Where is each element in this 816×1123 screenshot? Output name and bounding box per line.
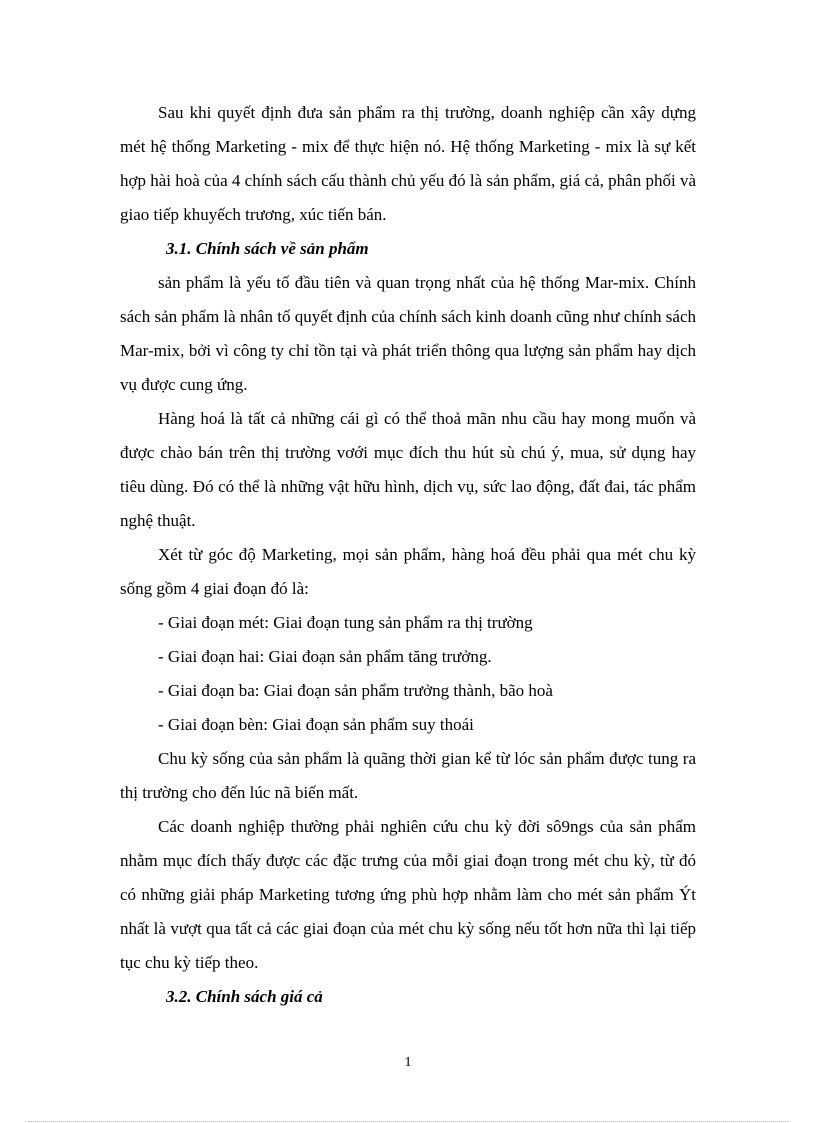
life-cycle-research-paragraph: Các doanh nghiệp thường phải nghiên cứu chu kỳ đời sô9ngs của sản phẩm nhằm mục đích thấy được các đặc trưng của mỗi giai đoạn trong mét chu kỳ, từ đó có những giải pháp Marketing tương ứng phù hợp nhằm làm cho mét sản phẩm Ýt nhất là vượt qua tất cả các giai đoạn của mét chu kỳ sống nếu tốt hơn nữa thì lại tiếp tục chu kỳ tiếp theo. xyxy=(120,817,696,972)
page-number: 1 xyxy=(404,1055,412,1070)
product-intro-paragraph: sản phẩm là yếu tố đầu tiên và quan trọng nhất của hệ thống Mar-mix. Chính sách sản phẩm là nhân tố quyết định của chính sách kinh doanh cũng như chính sách Mar-mix, bởi vì công ty chỉ tồn tại và phát triển thông qua lượng sản phẩm hay dịch vụ được cung ứng. xyxy=(120,273,696,394)
section-heading-price-policy: 3.2. Chính sách giá cả xyxy=(166,987,323,1006)
intro-paragraph: Sau khi quyết định đưa sản phẩm ra thị trường, doanh nghiệp cần xây dựng mét hệ thống Marketing - mix để thực hiện nó. Hệ thống Marketing - mix là sự kết hợp hài hoà của 4 chính sách cấu thành chủ yếu đó là sản phẩm, giá cả, phân phối và giao tiếp khuyếch trương, xúc tiến bán. xyxy=(120,103,696,224)
list-item: - Giai đoạn bèn: Giai đoạn sản phẩm suy thoái xyxy=(158,715,474,734)
list-item: - Giai đoạn ba: Giai đoạn sản phẩm trưởng thành, bão hoà xyxy=(158,681,553,700)
life-cycle-definition-paragraph: Chu kỳ sống của sản phẩm là quãng thời gian kể từ lóc sản phẩm được tung ra thị trường cho đến lúc nã biến mất. xyxy=(120,749,696,802)
section-heading-product-policy: 3.1. Chính sách về sản phẩm xyxy=(166,239,369,258)
list-item: - Giai đoạn hai: Giai đoạn sản phẩm tăng trưởng. xyxy=(158,647,492,666)
list-item: - Giai đoạn mét: Giai đoạn tung sản phẩm ra thị trường xyxy=(158,613,533,632)
page-body xyxy=(120,96,696,1014)
goods-definition-paragraph: Hàng hoá là tất cả những cái gì có thể thoả mãn nhu cầu hay mong muốn và được chào bán trên thị trường vơới mục đích thu hút sù chú ý, mua, sử dụng hay tiêu dùng. Đó có thể là những vật hữu hình, dịch vụ, sức lao động, đất đai, tác phẩm nghệ thuật. xyxy=(120,409,696,530)
page-bottom-divider xyxy=(28,1121,788,1122)
life-cycle-intro-paragraph: Xét từ góc độ Marketing, mọi sản phẩm, hàng hoá đều phải qua mét chu kỳ sống gồm 4 giai đoạn đó là: xyxy=(120,545,696,598)
life-cycle-stage-list xyxy=(120,606,696,742)
